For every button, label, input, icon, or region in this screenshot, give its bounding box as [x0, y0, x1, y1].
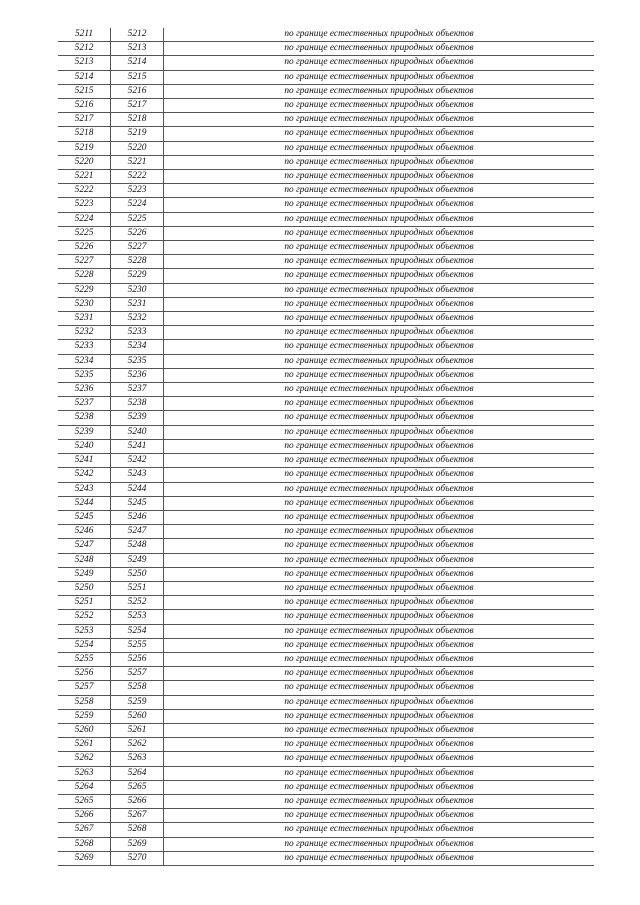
boundary-description-cell: по границе естественных природных объектов — [164, 624, 595, 638]
table-row — [58, 226, 594, 240]
point-to-cell: 5232 — [111, 312, 164, 326]
point-to-cell: 5216 — [111, 84, 164, 98]
point-to-cell: 5258 — [111, 681, 164, 695]
table-row — [58, 823, 594, 837]
point-to-cell: 5245 — [111, 496, 164, 510]
table-row — [58, 354, 594, 368]
table-row — [58, 468, 594, 482]
point-from-cell: 5220 — [58, 155, 111, 169]
point-from-cell: 5251 — [58, 596, 111, 610]
boundary-description-cell: по границе естественных природных объектов — [164, 695, 595, 709]
point-from-cell: 5252 — [58, 610, 111, 624]
point-to-cell: 5217 — [111, 99, 164, 113]
table-row — [58, 525, 594, 539]
point-from-cell: 5267 — [58, 823, 111, 837]
table-row — [58, 383, 594, 397]
table-row — [58, 596, 594, 610]
point-to-cell: 5219 — [111, 127, 164, 141]
point-from-cell: 5269 — [58, 851, 111, 865]
point-from-cell: 5259 — [58, 709, 111, 723]
point-to-cell: 5221 — [111, 155, 164, 169]
boundary-description-cell: по границе естественных природных объектов — [164, 397, 595, 411]
point-to-cell: 5246 — [111, 510, 164, 524]
boundary-description-cell: по границе естественных природных объектов — [164, 70, 595, 84]
point-from-cell: 5265 — [58, 794, 111, 808]
point-from-cell: 5233 — [58, 340, 111, 354]
point-from-cell: 5225 — [58, 226, 111, 240]
point-from-cell: 5238 — [58, 411, 111, 425]
boundary-description-cell: по границе естественных природных объектов — [164, 383, 595, 397]
point-from-cell: 5224 — [58, 212, 111, 226]
boundary-description-cell: по границе естественных природных объектов — [164, 226, 595, 240]
table-row — [58, 425, 594, 439]
point-to-cell: 5244 — [111, 482, 164, 496]
table-row — [58, 610, 594, 624]
boundary-points-table — [58, 28, 594, 866]
table-row — [58, 809, 594, 823]
boundary-description-cell: по границе естественных природных объектов — [164, 553, 595, 567]
table-row — [58, 539, 594, 553]
point-to-cell: 5235 — [111, 354, 164, 368]
point-from-cell: 5240 — [58, 439, 111, 453]
boundary-description-cell: по границе естественных природных объектов — [164, 439, 595, 453]
point-to-cell: 5238 — [111, 397, 164, 411]
table-row — [58, 496, 594, 510]
point-from-cell: 5223 — [58, 198, 111, 212]
point-to-cell: 5248 — [111, 539, 164, 553]
table-row — [58, 681, 594, 695]
point-to-cell: 5239 — [111, 411, 164, 425]
boundary-description-cell: по границе естественных природных объектов — [164, 539, 595, 553]
point-to-cell: 5254 — [111, 624, 164, 638]
point-to-cell: 5265 — [111, 780, 164, 794]
point-to-cell: 5268 — [111, 823, 164, 837]
point-from-cell: 5248 — [58, 553, 111, 567]
boundary-description-cell: по границе естественных природных объектов — [164, 155, 595, 169]
point-from-cell: 5257 — [58, 681, 111, 695]
point-from-cell: 5232 — [58, 326, 111, 340]
point-from-cell: 5263 — [58, 766, 111, 780]
point-to-cell: 5240 — [111, 425, 164, 439]
table-row — [58, 84, 594, 98]
point-to-cell: 5264 — [111, 766, 164, 780]
table-row — [58, 667, 594, 681]
boundary-description-cell: по границе естественных природных объектов — [164, 794, 595, 808]
boundary-description-cell: по границе естественных природных объектов — [164, 610, 595, 624]
point-to-cell: 5270 — [111, 851, 164, 865]
boundary-description-cell: по границе естественных природных объектов — [164, 212, 595, 226]
table-row — [58, 752, 594, 766]
point-from-cell: 5241 — [58, 454, 111, 468]
boundary-description-cell: по границе естественных природных объектов — [164, 709, 595, 723]
table-row — [58, 99, 594, 113]
point-to-cell: 5251 — [111, 581, 164, 595]
point-from-cell: 5214 — [58, 70, 111, 84]
point-from-cell: 5213 — [58, 56, 111, 70]
table-body — [58, 28, 594, 865]
boundary-description-cell: по границе естественных природных объектов — [164, 525, 595, 539]
point-to-cell: 5213 — [111, 42, 164, 56]
boundary-description-cell: по границе естественных природных объектов — [164, 56, 595, 70]
point-from-cell: 5230 — [58, 297, 111, 311]
boundary-description-cell: по границе естественных природных объектов — [164, 127, 595, 141]
boundary-description-cell: по границе естественных природных объектов — [164, 652, 595, 666]
point-to-cell: 5226 — [111, 226, 164, 240]
boundary-description-cell: по границе естественных природных объектов — [164, 184, 595, 198]
boundary-description-cell: по границе естественных природных объектов — [164, 809, 595, 823]
point-to-cell: 5222 — [111, 170, 164, 184]
point-to-cell: 5257 — [111, 667, 164, 681]
table-row — [58, 56, 594, 70]
boundary-description-cell: по границе естественных природных объектов — [164, 141, 595, 155]
boundary-description-cell: по границе естественных природных объектов — [164, 312, 595, 326]
table-row — [58, 184, 594, 198]
point-to-cell: 5260 — [111, 709, 164, 723]
boundary-description-cell: по границе естественных природных объектов — [164, 837, 595, 851]
boundary-description-cell: по границе естественных природных объектов — [164, 823, 595, 837]
point-to-cell: 5218 — [111, 113, 164, 127]
boundary-description-cell: по границе естественных природных объектов — [164, 42, 595, 56]
boundary-description-cell: по границе естественных природных объектов — [164, 113, 595, 127]
point-to-cell: 5266 — [111, 794, 164, 808]
point-to-cell: 5220 — [111, 141, 164, 155]
boundary-description-cell: по границе естественных природных объектов — [164, 84, 595, 98]
boundary-description-cell: по границе естественных природных объектов — [164, 567, 595, 581]
boundary-description-cell: по границе естественных природных объектов — [164, 482, 595, 496]
point-from-cell: 5228 — [58, 269, 111, 283]
table-row — [58, 155, 594, 169]
table-row — [58, 212, 594, 226]
point-from-cell: 5268 — [58, 837, 111, 851]
boundary-description-cell: по границе естественных природных объектов — [164, 738, 595, 752]
table-row — [58, 638, 594, 652]
boundary-description-cell: по границе естественных природных объектов — [164, 468, 595, 482]
point-to-cell: 5252 — [111, 596, 164, 610]
table-row — [58, 340, 594, 354]
point-to-cell: 5233 — [111, 326, 164, 340]
point-from-cell: 5246 — [58, 525, 111, 539]
table-row — [58, 738, 594, 752]
point-from-cell: 5222 — [58, 184, 111, 198]
boundary-description-cell: по границе естественных природных объектов — [164, 667, 595, 681]
boundary-description-cell: по границе естественных природных объектов — [164, 681, 595, 695]
table-row — [58, 283, 594, 297]
boundary-description-cell: по границе естественных природных объектов — [164, 269, 595, 283]
point-to-cell: 5237 — [111, 383, 164, 397]
table-row — [58, 198, 594, 212]
point-to-cell: 5269 — [111, 837, 164, 851]
boundary-description-cell: по границе естественных природных объектов — [164, 723, 595, 737]
point-from-cell: 5231 — [58, 312, 111, 326]
point-from-cell: 5239 — [58, 425, 111, 439]
point-from-cell: 5262 — [58, 752, 111, 766]
boundary-description-cell: по границе естественных природных объектов — [164, 99, 595, 113]
point-to-cell: 5250 — [111, 567, 164, 581]
point-from-cell: 5227 — [58, 255, 111, 269]
point-from-cell: 5237 — [58, 397, 111, 411]
point-from-cell: 5245 — [58, 510, 111, 524]
table-row — [58, 28, 594, 42]
point-to-cell: 5215 — [111, 70, 164, 84]
table-row — [58, 241, 594, 255]
table-row — [58, 269, 594, 283]
table-row — [58, 695, 594, 709]
table-row — [58, 510, 594, 524]
table-row — [58, 482, 594, 496]
boundary-description-cell: по границе естественных природных объектов — [164, 28, 595, 42]
point-to-cell: 5236 — [111, 368, 164, 382]
point-to-cell: 5227 — [111, 241, 164, 255]
point-from-cell: 5249 — [58, 567, 111, 581]
point-from-cell: 5236 — [58, 383, 111, 397]
point-from-cell: 5215 — [58, 84, 111, 98]
table-row — [58, 411, 594, 425]
point-from-cell: 5212 — [58, 42, 111, 56]
table-row — [58, 170, 594, 184]
point-from-cell: 5253 — [58, 624, 111, 638]
point-to-cell: 5262 — [111, 738, 164, 752]
boundary-description-cell: по границе естественных природных объектов — [164, 411, 595, 425]
point-from-cell: 5258 — [58, 695, 111, 709]
table-row — [58, 581, 594, 595]
table-row — [58, 709, 594, 723]
table-row — [58, 851, 594, 865]
boundary-description-cell: по границе естественных природных объектов — [164, 496, 595, 510]
boundary-description-cell: по границе естественных природных объектов — [164, 454, 595, 468]
point-from-cell: 5221 — [58, 170, 111, 184]
point-to-cell: 5263 — [111, 752, 164, 766]
boundary-description-cell: по границе естественных природных объектов — [164, 241, 595, 255]
table-row — [58, 397, 594, 411]
boundary-description-cell: по границе естественных природных объектов — [164, 368, 595, 382]
point-from-cell: 5217 — [58, 113, 111, 127]
point-to-cell: 5247 — [111, 525, 164, 539]
table-row — [58, 368, 594, 382]
point-from-cell: 5255 — [58, 652, 111, 666]
point-to-cell: 5230 — [111, 283, 164, 297]
point-to-cell: 5224 — [111, 198, 164, 212]
point-to-cell: 5259 — [111, 695, 164, 709]
point-from-cell: 5260 — [58, 723, 111, 737]
point-to-cell: 5261 — [111, 723, 164, 737]
table-row — [58, 42, 594, 56]
point-from-cell: 5266 — [58, 809, 111, 823]
boundary-description-cell: по границе естественных природных объектов — [164, 297, 595, 311]
table-row — [58, 553, 594, 567]
boundary-description-cell: по границе естественных природных объектов — [164, 283, 595, 297]
table-row — [58, 766, 594, 780]
point-from-cell: 5261 — [58, 738, 111, 752]
table-row — [58, 439, 594, 453]
point-from-cell: 5254 — [58, 638, 111, 652]
point-from-cell: 5211 — [58, 28, 111, 42]
point-from-cell: 5243 — [58, 482, 111, 496]
boundary-description-cell: по границе естественных природных объектов — [164, 752, 595, 766]
point-from-cell: 5219 — [58, 141, 111, 155]
point-from-cell: 5234 — [58, 354, 111, 368]
point-to-cell: 5231 — [111, 297, 164, 311]
table-row — [58, 113, 594, 127]
table-row — [58, 652, 594, 666]
point-from-cell: 5250 — [58, 581, 111, 595]
point-to-cell: 5242 — [111, 454, 164, 468]
point-to-cell: 5253 — [111, 610, 164, 624]
table-row — [58, 312, 594, 326]
boundary-description-cell: по границе естественных природных объектов — [164, 851, 595, 865]
point-from-cell: 5264 — [58, 780, 111, 794]
point-from-cell: 5235 — [58, 368, 111, 382]
point-from-cell: 5216 — [58, 99, 111, 113]
boundary-description-cell: по границе естественных природных объектов — [164, 326, 595, 340]
boundary-description-cell: по границе естественных природных объектов — [164, 510, 595, 524]
boundary-description-cell: по границе естественных природных объектов — [164, 255, 595, 269]
point-from-cell: 5229 — [58, 283, 111, 297]
point-to-cell: 5229 — [111, 269, 164, 283]
point-from-cell: 5226 — [58, 241, 111, 255]
boundary-description-cell: по границе естественных природных объектов — [164, 198, 595, 212]
boundary-description-cell: по границе естественных природных объектов — [164, 170, 595, 184]
point-to-cell: 5212 — [111, 28, 164, 42]
boundary-description-cell: по границе естественных природных объектов — [164, 340, 595, 354]
point-from-cell: 5244 — [58, 496, 111, 510]
boundary-description-cell: по границе естественных природных объектов — [164, 766, 595, 780]
point-to-cell: 5256 — [111, 652, 164, 666]
point-from-cell: 5247 — [58, 539, 111, 553]
table-row — [58, 567, 594, 581]
point-to-cell: 5228 — [111, 255, 164, 269]
table-row — [58, 297, 594, 311]
table-row — [58, 723, 594, 737]
table-row — [58, 624, 594, 638]
point-to-cell: 5241 — [111, 439, 164, 453]
point-from-cell: 5256 — [58, 667, 111, 681]
table-row — [58, 127, 594, 141]
boundary-description-cell: по границе естественных природных объектов — [164, 425, 595, 439]
table-row — [58, 454, 594, 468]
boundary-description-cell: по границе естественных природных объектов — [164, 780, 595, 794]
point-to-cell: 5214 — [111, 56, 164, 70]
boundary-description-cell: по границе естественных природных объектов — [164, 596, 595, 610]
boundary-description-cell: по границе естественных природных объектов — [164, 354, 595, 368]
table-row — [58, 837, 594, 851]
point-to-cell: 5267 — [111, 809, 164, 823]
table-row — [58, 70, 594, 84]
point-to-cell: 5225 — [111, 212, 164, 226]
point-to-cell: 5234 — [111, 340, 164, 354]
table-row — [58, 794, 594, 808]
point-to-cell: 5243 — [111, 468, 164, 482]
table-row — [58, 255, 594, 269]
boundary-description-cell: по границе естественных природных объектов — [164, 581, 595, 595]
table-row — [58, 326, 594, 340]
boundary-description-cell: по границе естественных природных объектов — [164, 638, 595, 652]
table-row — [58, 141, 594, 155]
point-to-cell: 5223 — [111, 184, 164, 198]
point-to-cell: 5249 — [111, 553, 164, 567]
table-row — [58, 780, 594, 794]
point-from-cell: 5242 — [58, 468, 111, 482]
point-to-cell: 5255 — [111, 638, 164, 652]
point-from-cell: 5218 — [58, 127, 111, 141]
